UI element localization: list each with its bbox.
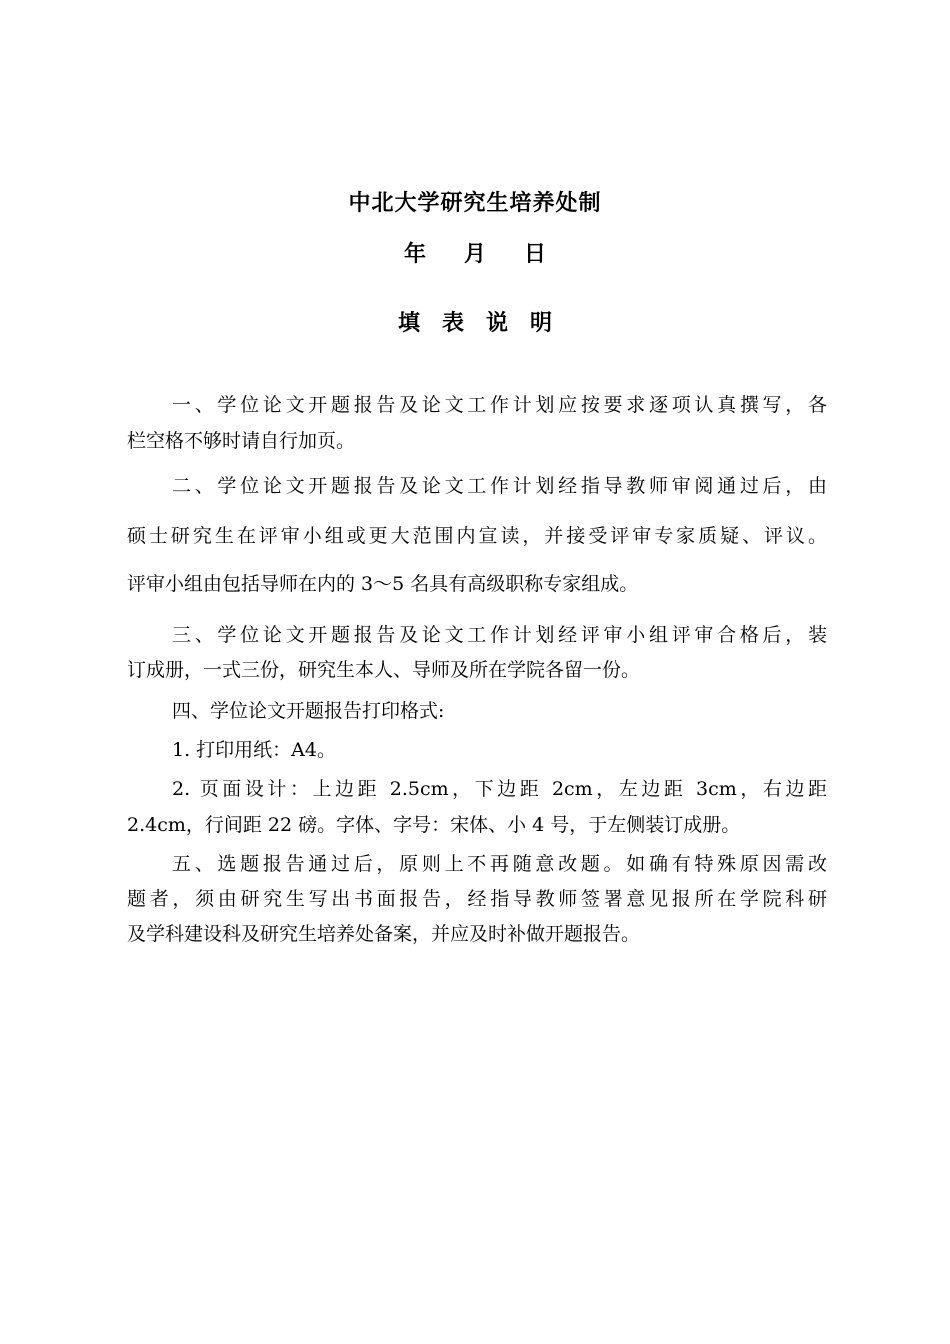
section-heading xyxy=(0,306,950,337)
instruction-4-sub-2-line-1: 2. 页面设计：上边距 2.5cm，下边距 2cm，左边距 3cm，右边距 xyxy=(172,778,827,800)
issuing-organization: 中北大学研究生培养处制 xyxy=(348,190,602,216)
instruction-2-line-1: 二、学位论文开题报告及论文工作计划经指导教师审阅通过后，由 xyxy=(172,475,827,497)
instruction-1-line-2: 栏空格不够时请自行加页。 xyxy=(127,430,356,452)
instruction-4-sub-1: 1. 打印用纸：A4。 xyxy=(172,739,336,761)
instruction-2-line-3: 评审小组由包括导师在内的 3～5 名具有高级职称专家组成。 xyxy=(127,573,639,595)
heading-char-4: 明 xyxy=(530,310,553,336)
date-month-label: 月 xyxy=(463,241,486,267)
instruction-2-line-2: 硕士研究生在评审小组或更大范围内宣读，并接受评审专家质疑、评议。 xyxy=(127,525,827,547)
instruction-4-line-1: 四、学位论文开题报告打印格式: xyxy=(172,700,445,722)
heading-char-2: 表 xyxy=(441,310,464,336)
instruction-5-line-2: 题者，须由研究生写出书面报告，经指导教师签署意见报所在学院科研 xyxy=(127,888,827,910)
instruction-3-line-2: 订成册，一式三份，研究生本人、导师及所在学院各留一份。 xyxy=(127,659,641,681)
date-year-label: 年 xyxy=(403,241,426,267)
instruction-5-line-1: 五、选题报告通过后，原则上不再随意改题。如确有特殊原因需改 xyxy=(172,853,827,875)
heading-char-1: 填 xyxy=(397,310,420,336)
instruction-4-sub-2-line-2: 2.4cm，行间距 22 磅。字体、字号：宋体、小 4 号，于左侧装订成册。 xyxy=(127,814,741,836)
instruction-3-line-1: 三、学位论文开题报告及论文工作计划经评审小组评审合格后，装 xyxy=(172,624,827,646)
instruction-5-line-3: 及学科建设科及研究生培养处备案，并应及时补做开题报告。 xyxy=(127,923,641,945)
instruction-1-line-1: 一、学位论文开题报告及论文工作计划应按要求逐项认真撰写，各 xyxy=(172,394,827,416)
heading-char-3: 说 xyxy=(486,310,509,336)
date-line xyxy=(0,237,950,268)
date-day-label: 日 xyxy=(524,241,547,267)
